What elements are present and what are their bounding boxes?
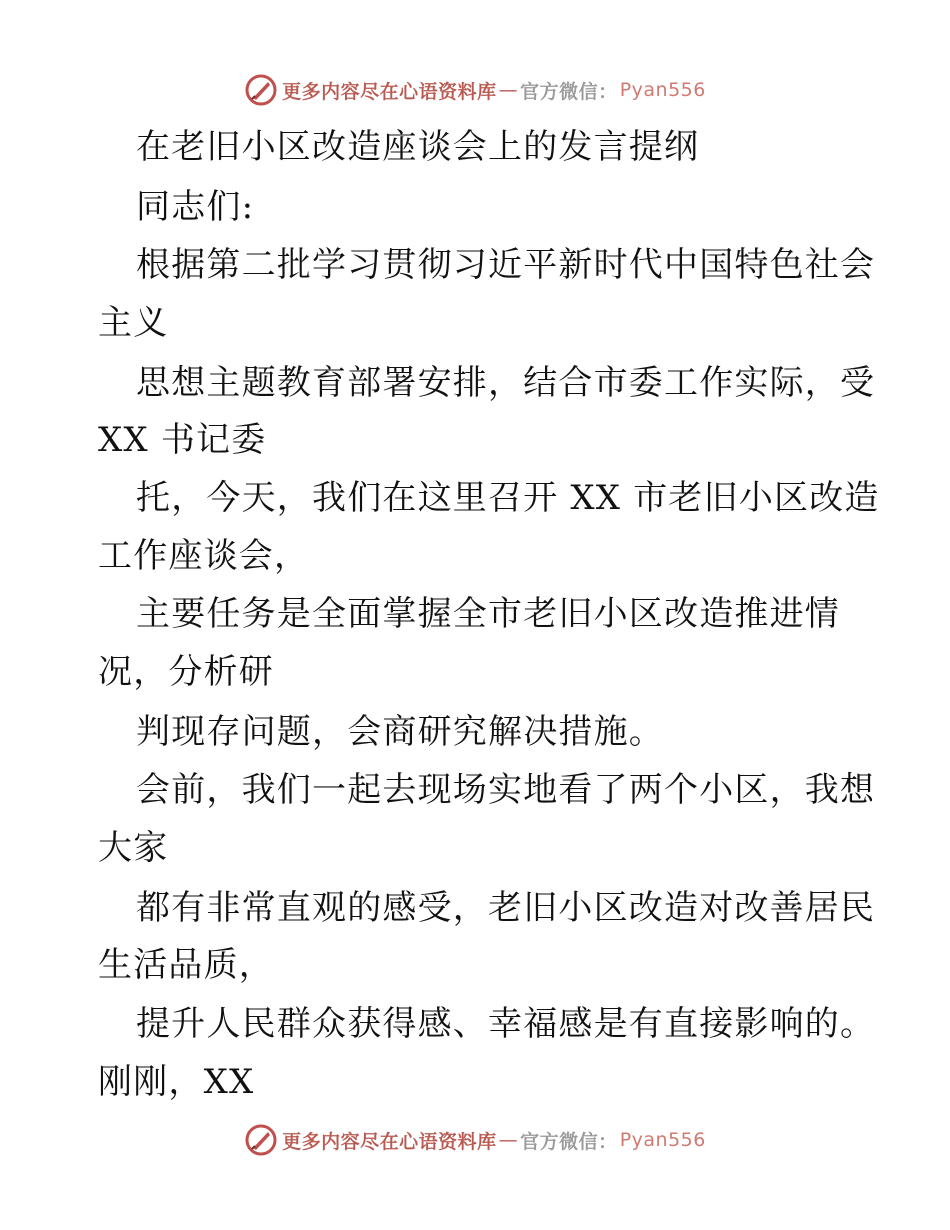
doc-line: 根据第二批学习贯彻习近平新时代中国特色社会 — [136, 245, 876, 285]
watermark-dash: — — [498, 79, 519, 101]
doc-line: 提升人民群众获得感、幸福感是有直接影响的。 — [136, 1004, 876, 1044]
doc-line: 判现存问题，会商研究解决措施。 — [136, 712, 664, 752]
watermark-wechat-id: Pyan556 — [619, 79, 706, 101]
doc-line: 刚刚，XX — [98, 1062, 255, 1102]
doc-line: 况，分析研 — [98, 652, 274, 692]
watermark-site: 更多内容尽在心语资料库 — [282, 1130, 497, 1153]
doc-line: 主义 — [98, 303, 169, 343]
footer-watermark — [0, 1120, 950, 1160]
doc-line: 主要任务是全面掌握全市老旧小区改造推进情 — [136, 594, 840, 634]
watermark-wechat-id: Pyan556 — [619, 1129, 706, 1151]
doc-line: 同志们: — [136, 187, 255, 227]
doc-line: 会前，我们一起去现场实地看了两个小区，我想 — [136, 770, 876, 810]
doc-line: 托，今天，我们在这里召开 XX 市老旧小区改造 — [136, 478, 880, 518]
doc-line: 工作座谈会， — [98, 536, 310, 576]
doc-line: XX 书记委 — [98, 420, 267, 460]
quill-logo-icon — [244, 73, 278, 107]
header-watermark — [0, 70, 950, 110]
watermark-label: 官方微信： — [520, 1130, 618, 1153]
doc-title: 在老旧小区改造座谈会上的发言提纲 — [136, 127, 700, 167]
doc-line: 思想主题教育部署安排，结合市委工作实际，受 — [136, 363, 876, 403]
quill-logo-icon — [244, 1123, 278, 1157]
watermark-label: 官方微信： — [520, 80, 618, 103]
watermark-dash: — — [498, 1129, 519, 1151]
doc-line: 生活品质， — [98, 945, 274, 985]
doc-line: 都有非常直观的感受，老旧小区改造对改善居民 — [136, 888, 876, 928]
doc-line: 大家 — [98, 828, 169, 868]
watermark-site: 更多内容尽在心语资料库 — [282, 80, 497, 103]
